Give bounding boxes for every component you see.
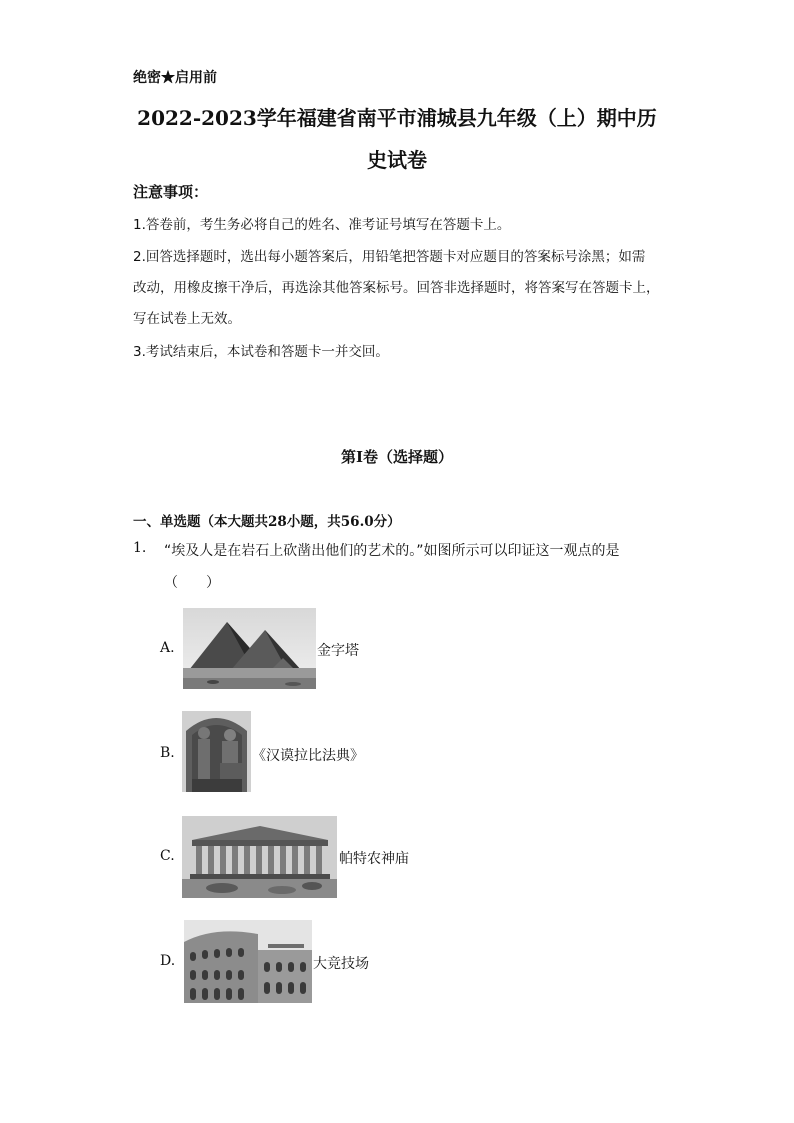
notice-heading: 注意事项： — [133, 183, 209, 201]
secret-label: 绝密★启用前 — [133, 70, 217, 86]
section-title: 一、单选题（本大题共28小题，共56.0分） — [133, 514, 401, 530]
volume-title: 第I卷（选择题） — [340, 448, 454, 466]
notice-item-3: 3.考试结束后，本试卷和答题卡一并交回。 — [133, 344, 389, 360]
exam-title-line-2: 史试卷 — [367, 148, 427, 172]
option-c-text: 帕特农神庙 — [339, 851, 409, 867]
notice-item-2-cont: 改动，用橡皮擦干净后，再选涂其他答案标号。回答非选择题时，将答案写在答题卡上， — [133, 280, 660, 296]
option-c-letter: C. — [160, 848, 175, 864]
option-a-text: 金字塔 — [317, 643, 359, 659]
question-text: “埃及人是在岩石上砍凿出他们的艺术的。”如图所示可以印证这一观点的是 — [164, 543, 620, 559]
option-b-text: 《汉谟拉比法典》 — [252, 748, 364, 764]
option-d-letter: D. — [160, 953, 176, 969]
option-b-letter: B. — [160, 745, 175, 761]
hammurabi-stele-image — [182, 711, 251, 792]
option-a-letter: A. — [160, 640, 175, 656]
exam-title-line-1: 2022-2023学年福建省南平市浦城县九年级（上）期中历 — [137, 106, 657, 130]
option-d-text: 大竞技场 — [313, 956, 369, 972]
question-number: 1. — [133, 540, 147, 556]
notice-item-1: 1.答卷前，考生务必将自己的姓名、准考证号填写在答题卡上。 — [133, 217, 511, 233]
parthenon-image — [182, 816, 337, 898]
notice-item-2-cont-2: 写在试卷上无效。 — [133, 311, 241, 327]
question-answer-paren: （ ） — [164, 575, 220, 591]
notice-item-2: 2.回答选择题时，选出每小题答案后，用铅笔把答题卡对应题目的答案标号涂黑；如需 — [133, 249, 646, 265]
pyramids-image — [183, 608, 316, 689]
colosseum-image — [184, 920, 312, 1003]
